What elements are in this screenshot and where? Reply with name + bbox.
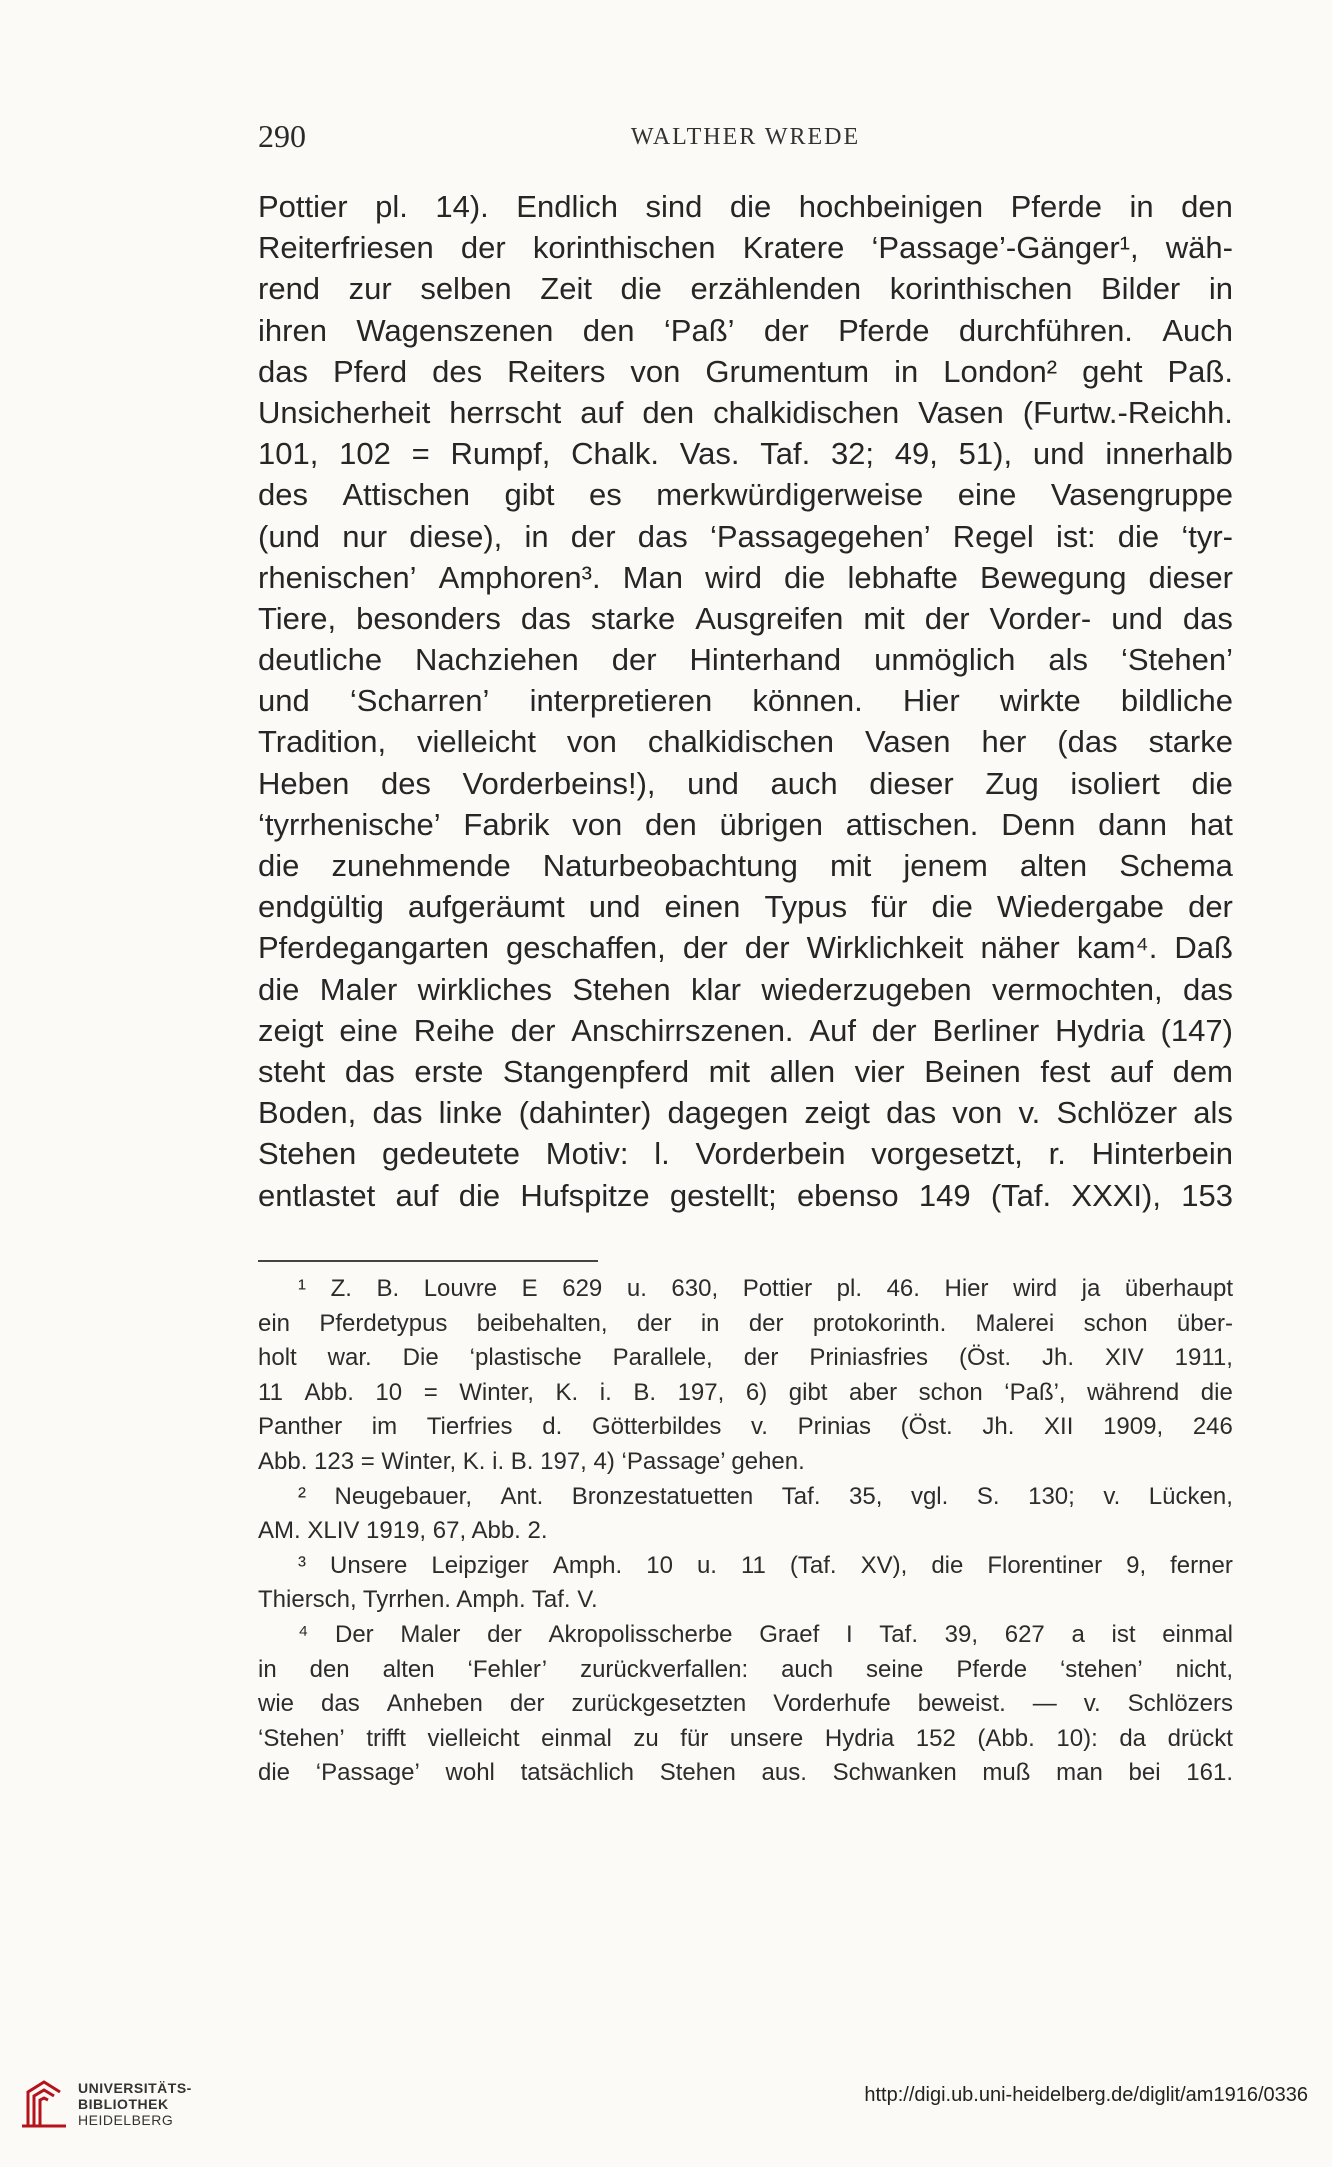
body-line: Tiere, besonders das starke Ausgreifen mit der Vorder- und das [258, 600, 1233, 636]
library-name [78, 2080, 192, 2128]
body-line: des Attischen gibt es merkwürdigerweise eine Vasengruppe [258, 477, 1233, 513]
body-line: die zunehmende Naturbeobachtung mit jenem alten Schema [258, 848, 1233, 883]
page-header [258, 118, 1233, 166]
footnote-line: ⁴ Der Maler der Akropolisscherbe Graef I Taf. 39, 627 a ist einmal [298, 1620, 1233, 1648]
body-line: Pottier pl. 14). Endlich sind die hochbeinigen Pferde in den [258, 189, 1233, 224]
source-url-link[interactable]: http://digi.ub.uni-heidelberg.de/diglit/am1916/0336 [864, 2084, 1308, 2106]
footnote-line: ¹ Z. B. Louvre E 629 u. 630, Pottier pl. 46. Hier wird ja überhaupt [298, 1275, 1233, 1302]
page-number: 290 [258, 118, 306, 154]
ub-heidelberg-logo-icon [18, 2078, 70, 2130]
footnote-rule [258, 1260, 598, 1262]
footnote-line: ³ Unsere Leipziger Amph. 10 u. 11 (Taf. XV), die Florentiner 9, ferner [298, 1551, 1233, 1579]
body-line: Unsicherheit herrscht auf den chalkidischen Vasen (Furtw.-Reichh. [258, 394, 1233, 430]
body-line: ‘tyrrhenische’ Fabrik von den übrigen attischen. Denn dann hat [258, 806, 1233, 842]
footnote-line: Abb. 123 = Winter, K. i. B. 197, 4) ‘Passage’ gehen. [258, 1447, 805, 1475]
body-line: Pferdegangarten geschaffen, der der Wirklichkeit näher kam⁴. Daß [258, 930, 1233, 966]
library-line-3: HEIDELBERG [78, 2112, 174, 2128]
footer [0, 2060, 1332, 2167]
body-line: das Pferd des Reiters von Grumentum in London² geht Paß. [258, 353, 1233, 389]
body-line: Heben des Vorderbeins!), und auch dieser Zug isoliert die [258, 765, 1233, 801]
footnote-line: ein Pferdetypus beibehalten, der in der protokorinth. Malerei schon über- [258, 1309, 1233, 1337]
body-line: Reiterfriesen der korinthischen Kratere ‘Passage’-Gänger¹, wäh- [258, 230, 1233, 266]
body-line: Stehen gedeutete Motiv: l. Vorderbein vorgesetzt, r. Hinterbein [258, 1136, 1233, 1172]
footnote-line: AM. XLIV 1919, 67, Abb. 2. [258, 1517, 548, 1545]
running-head: WALTHER WREDE [630, 124, 861, 150]
body-line: entlastet auf die Hufspitze gestellt; ebenso 149 (Taf. XXXI), 153 [258, 1177, 1233, 1213]
body-line: deutliche Nachziehen der Hinterhand unmöglich als ‘Stehen’ [258, 642, 1233, 678]
body-line: 101, 102 = Rumpf, Chalk. Vas. Taf. 32; 49, 51), und innerhalb [258, 436, 1233, 472]
body-line: endgültig aufgeräumt und einen Typus für die Wiedergabe der [258, 889, 1233, 925]
footnotes [258, 1272, 1233, 1791]
footnote-line: holt war. Die ‘plastische Parallele, der Priniasfries (Öst. Jh. XIV 1911, [258, 1344, 1233, 1372]
body-line: Tradition, vielleicht von chalkidischen Vasen her (das starke [258, 724, 1233, 760]
footnote-line: Thiersch, Tyrrhen. Amph. Taf. V. [258, 1586, 598, 1614]
library-line-1: UNIVERSITÄTS- [78, 2080, 192, 2096]
body-line: rend zur selben Zeit die erzählenden korinthischen Bilder in [258, 271, 1233, 307]
body-line: Boden, das linke (dahinter) dagegen zeigt das von v. Schlözer als [258, 1095, 1233, 1131]
footnote-line: ‘Stehen’ trifft vielleicht einmal zu für unsere Hydria 152 (Abb. 10): da drückt [258, 1724, 1233, 1752]
footnote-line: ² Neugebauer, Ant. Bronzestatuetten Taf. 35, vgl. S. 130; v. Lücken, [298, 1482, 1233, 1510]
body-line: die Maler wirkliches Stehen klar wiederzugeben vermochten, das [258, 971, 1233, 1007]
footnote-line: die ‘Passage’ wohl tatsächlich Stehen aus. Schwanken muß man bei 161. [258, 1759, 1233, 1787]
body-line: steht das erste Stangenpferd mit allen vier Beinen fest auf dem [258, 1053, 1233, 1089]
body-line: und ‘Scharren’ interpretieren können. Hier wirkte bildliche [258, 683, 1233, 719]
library-line-2: BIBLIOTHEK [78, 2096, 169, 2112]
body-text [258, 186, 1233, 1216]
footnote-line: 11 Abb. 10 = Winter, K. i. B. 197, 6) gibt aber schon ‘Paß’, während die [258, 1378, 1233, 1406]
body-line: ihren Wagenszenen den ‘Paß’ der Pferde durchführen. Auch [258, 312, 1233, 348]
footnote-line: wie das Anheben der zurückgesetzten Vorderhufe beweist. — v. Schlözers [258, 1690, 1233, 1718]
body-line: (und nur diese), in der das ‘Passagegehen’ Regel ist: die ‘tyr- [258, 518, 1233, 554]
footnote-line: Panther im Tierfries d. Götterbildes v. Prinias (Öst. Jh. XII 1909, 246 [258, 1413, 1233, 1441]
footnote-line: in den alten ‘Fehler’ zurückverfallen: auch seine Pferde ‘stehen’ nicht, [258, 1655, 1233, 1683]
body-line: zeigt eine Reihe der Anschirrszenen. Auf der Berliner Hydria (147) [258, 1012, 1233, 1048]
body-line: rhenischen’ Amphoren³. Man wird die lebhafte Bewegung dieser [258, 559, 1233, 595]
